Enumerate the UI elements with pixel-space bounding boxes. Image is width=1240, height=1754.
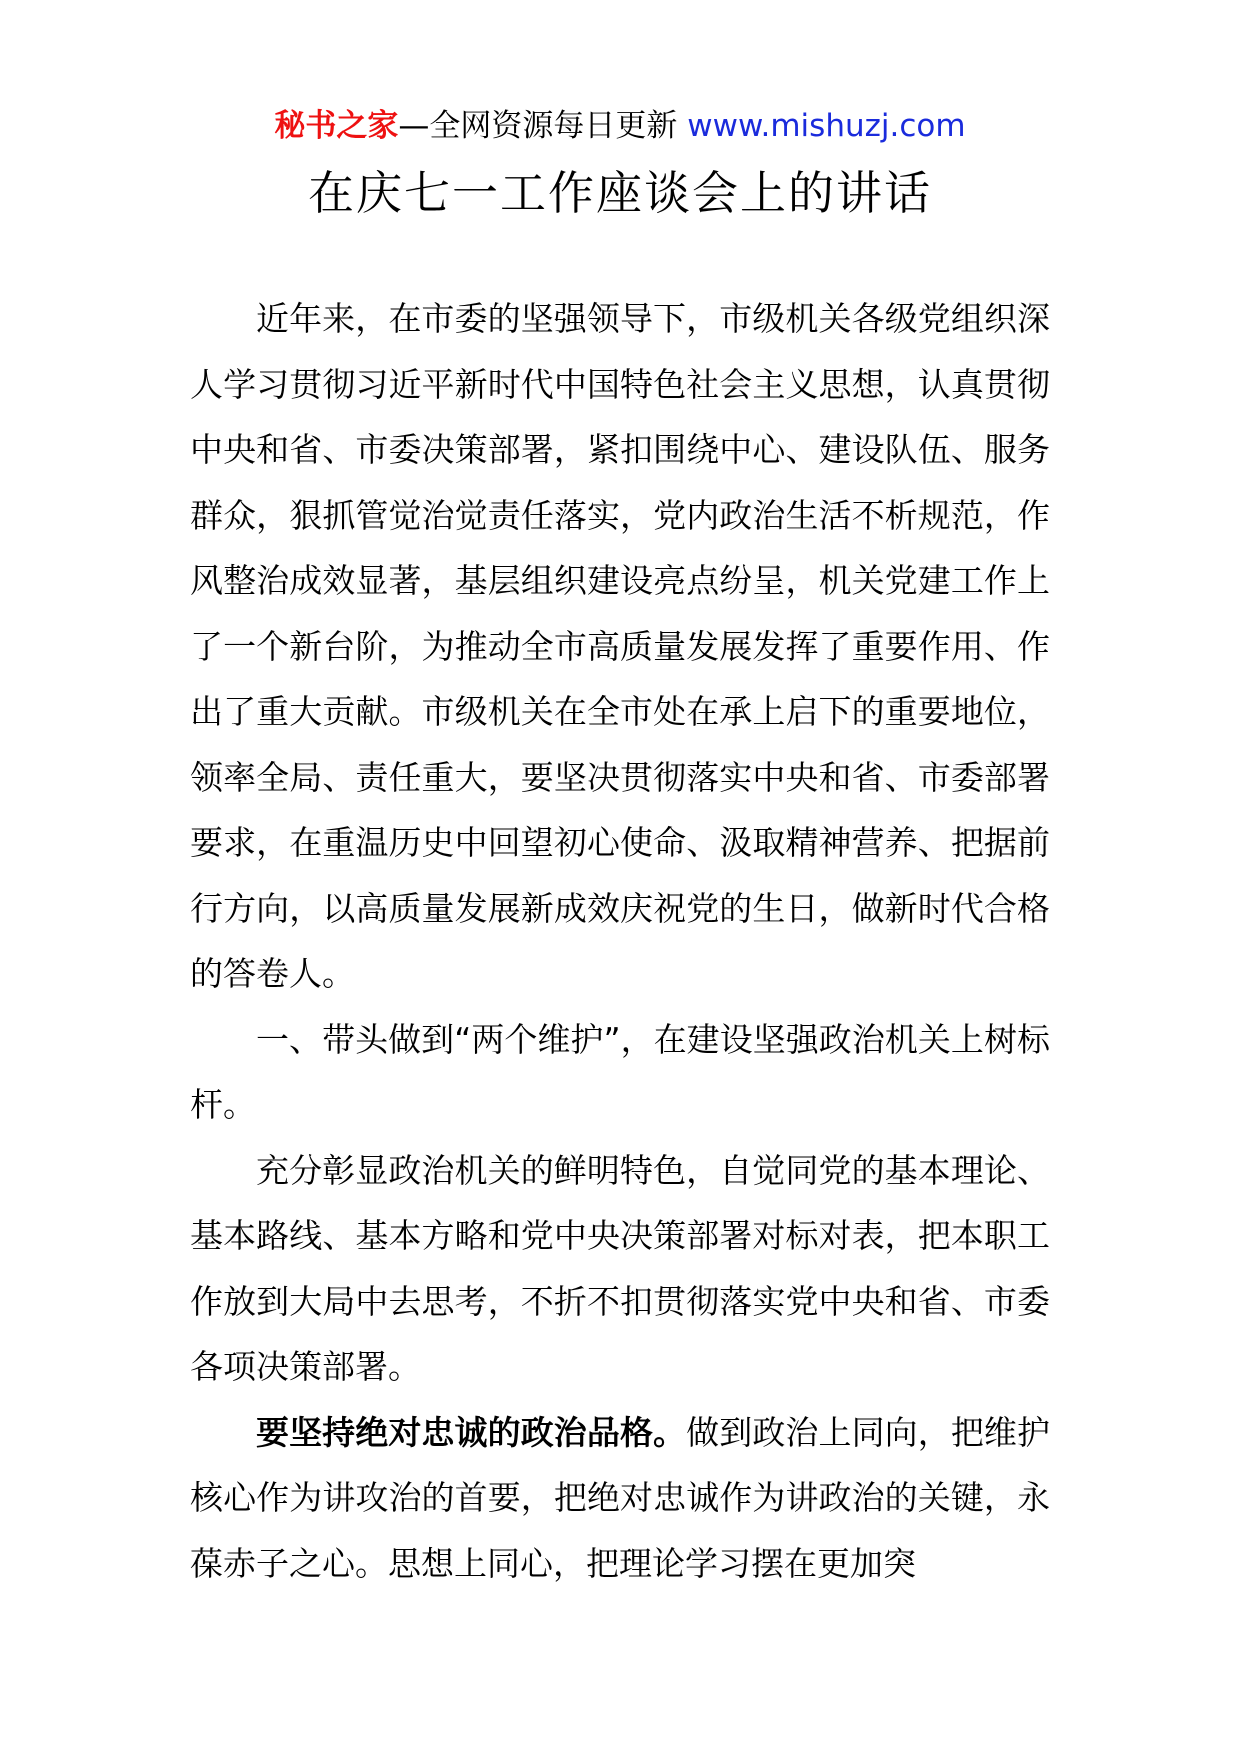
paragraph-lead-bold: 要坚持绝对忠诚的政治品格。	[256, 1412, 687, 1452]
site-header	[0, 96, 1240, 156]
paragraph-loyalty-text: 做到政治上同向，把维护核心作为讲攻治的首要，把绝对忠诚作为讲政治的关键，永葆赤子之心。思想上同心，把理论学习摆在更加突	[190, 1412, 1051, 1583]
document-title: 在庆七一工作座谈会上的讲话	[308, 166, 932, 220]
section-heading-1: 一、带头做到“两个维护”，在建设坚强政治机关上树标杆。	[190, 1019, 1050, 1124]
paragraph-intro: 近年来，在市委的坚强领导下，市级机关各级党组织深人学习贯彻习近平新时代中国特色社会主义思想，认真贯彻中央和省、市委决策部署，紧扣围绕中心、建设队伍、服务群众，狠抓管觉治觉责任落实，党内政治生活不析规范，作风整治成效显著，基层组织建设亮点纷呈，机关党建工作上了一个新台阶，为推动全市高质量发展发挥了重要作用、作出了重大贡献。市级机关在全市处在承上启下的重要地位，领率全局、责任重大，要坚决贯彻落实中央和省、市委部署要求，在重温历史中回望初心使命、汲取精神营养、把据前行方向，以高质量发展新成效庆祝党的生日，做新时代合格的答卷人。	[190, 299, 1050, 993]
paragraph-section-1: 充分彰显政治机关的鲜明特色，自觉同党的基本理论、基本路线、基本方略和党中央决策部署对标对表，把本职工作放到大局中去思考，不折不扣贯彻落实党中央和省、市委各项决策部署。	[190, 1150, 1050, 1386]
site-url[interactable]: www.mishuzj.com	[687, 108, 966, 144]
document-body	[190, 286, 1050, 1596]
header-tagline: —全网资源每日更新	[398, 108, 678, 144]
paragraph-loyalty	[190, 1400, 1050, 1597]
brand-name: 秘书之家	[274, 108, 399, 144]
